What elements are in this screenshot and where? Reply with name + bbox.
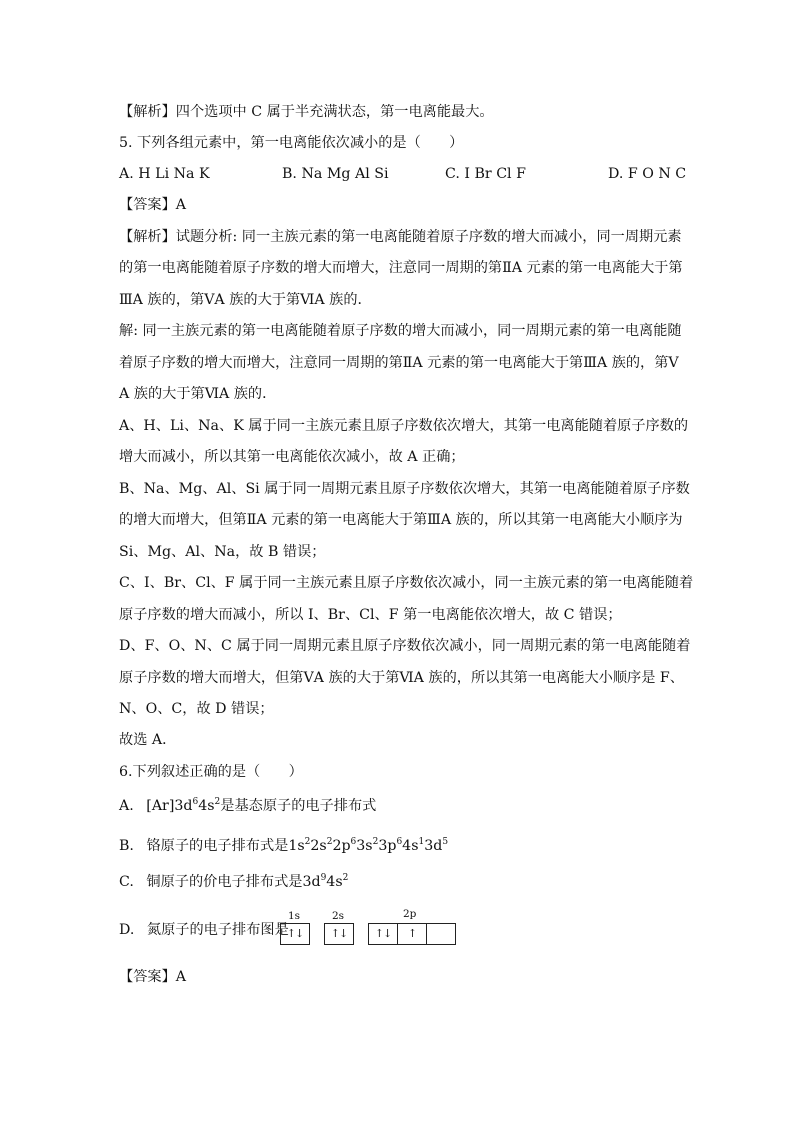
q6-a-exp-4s: 2 (214, 797, 221, 807)
q6-b-orbital: 3p (378, 838, 397, 854)
q6-b-exponent: 6 (396, 837, 403, 847)
option-c: C. I Br Cl F (445, 166, 526, 182)
q6-a-label: A. (119, 798, 134, 814)
orbital-box-1s (280, 923, 310, 945)
orbital-box-2s (324, 923, 354, 945)
option-b: B. Na Mg Al Si (282, 166, 389, 182)
q6-option-a (119, 796, 376, 816)
q6-option-b (119, 836, 448, 856)
solution-c-line-2: 原子序数的增大而减小，所以 I、Br、Cl、F 第一电离能依次增大，故 C 错误； (119, 607, 622, 623)
solution-line-1: 解: 同一主族元素的第一电离能随着原子序数的增大而减小，同一周期元素的第一电离能随 (119, 323, 682, 339)
orbital-cell (325, 924, 353, 944)
solution-a-line-2: 增大而减小，所以其第一电离能依次减小，故 A 正确； (119, 449, 465, 465)
q6-d-label: D. (119, 922, 135, 938)
conclusion: 故选 A． (119, 732, 177, 748)
q6-b-exponent: 1 (418, 837, 425, 847)
q6-b-exponent: 5 (442, 837, 449, 847)
q6-b-orbital: 1s (288, 838, 305, 854)
q6-b-exponent: 2 (304, 837, 311, 847)
q6-a-orb-3d: 3d (174, 798, 193, 814)
orbital-cell (398, 924, 427, 944)
q6-c-label: C. (119, 874, 134, 890)
orbital-arrows-2p-2: ↑ (407, 927, 417, 940)
solution-d-line-3: N、O、C，故 D 错误； (119, 701, 274, 717)
q6-a-config (146, 798, 220, 814)
orbital-arrows-2s: ↑↓ (330, 927, 348, 940)
orbital-cell (427, 924, 455, 944)
solution-a-line-1: A、H、Li、Na、K 属于同一主族元素且原子序数依次增大，其第一电离能随着原子序数的 (119, 418, 689, 434)
q6-option-c (119, 872, 348, 892)
q6-c-text: 铜原子的价电子排布式是 (146, 874, 303, 890)
q6-b-orbital: 4s (402, 838, 419, 854)
answer-q5: 【答案】A (119, 197, 186, 213)
q6-c-exp-4s: 2 (342, 873, 349, 883)
q6-b-orbital: 2p (332, 838, 351, 854)
q6-b-label: B. (119, 838, 134, 854)
orbital-arrows-1s: ↑↓ (286, 927, 304, 940)
solution-d-line-1: D、F、O、N、C 属于同一周期元素且原子序数依次减小，同一周期元素的第一电离能随着 (119, 638, 691, 654)
q6-a-text: 是基态原子的电子排布式 (220, 798, 377, 814)
q6-b-exponent: 2 (372, 837, 379, 847)
question-5-stem: 5. 下列各组元素中，第一电离能依次减小的是（ ） (119, 135, 464, 151)
solution-b-line-1: B、Na、Mg、Al、Si 属于同一周期元素且原子序数依次增大，其第一电离能随着原子序数 (119, 481, 690, 497)
orbital-box-2p (368, 923, 456, 945)
q6-b-text: 铬原子的电子排布式是 (146, 838, 289, 854)
analysis-q5-line-3: ⅢA 族的，第ⅤA 族的大于第ⅥA 族的． (119, 292, 372, 308)
q6-c-orb-3d: 3d (302, 874, 321, 890)
solution-d-line-2: 原子序数的增大而增大，但第ⅤA 族的大于第ⅥA 族的，所以其第一电离能大小顺序是 F、 (119, 670, 684, 686)
orbital-cell (369, 924, 398, 944)
option-d: D. F O N C (608, 166, 687, 182)
solution-c-line-1: C、I、Br、Cl、F 属于同一主族元素且原子序数依次减小，同一主族元素的第一电离能随着 (119, 575, 694, 591)
question-5-options (119, 164, 687, 184)
q6-option-d (119, 920, 289, 940)
orbital-label-2s: 2s (332, 910, 345, 922)
q6-a-orb-4s: 4s (198, 798, 215, 814)
q6-a-exp-3d: 6 (192, 797, 199, 807)
orbital-cell (281, 924, 309, 944)
orbital-label-1s: 1s (288, 910, 301, 922)
orbital-label-2p: 2p (403, 908, 417, 920)
solution-line-2: 着原子序数的增大而增大，注意同一周期的第ⅡA 元素的第一电离能大于第ⅢA 族的，第Ⅴ (119, 355, 679, 371)
q6-c-orb-4s: 4s (326, 874, 343, 890)
q6-d-text: 氮原子的电子排布图是 (146, 922, 289, 938)
solution-b-line-2: 的增大而增大，但第ⅡA 元素的第一电离能大于第ⅢA 族的，所以其第一电离能大小顺序为 (119, 512, 683, 528)
solution-b-line-3: Si、Mg、Al、Na，故 B 错误； (119, 544, 326, 560)
q6-b-exponent: 6 (350, 837, 357, 847)
q6-b-exponent: 2 (326, 837, 333, 847)
q6-b-config (288, 838, 448, 854)
q6-c-config (302, 874, 348, 890)
q6-b-orbital: 3s (356, 838, 373, 854)
analysis-q4: 【解析】四个选项中 C 属于半充满状态，第一电离能最大。 (119, 104, 494, 120)
q6-a-core: [Ar] (146, 798, 175, 814)
option-a: A. H Li Na K (119, 166, 210, 182)
solution-line-3: A 族的大于第ⅥA 族的． (119, 386, 277, 402)
answer-q6: 【答案】A (119, 969, 186, 985)
q6-b-orbital: 2s (310, 838, 327, 854)
analysis-q5-line-2: 的第一电离能随着原子序数的增大而增大，注意同一周期的第ⅡA 元素的第一电离能大于第 (119, 260, 683, 276)
orbital-arrows-2p-1: ↑↓ (374, 927, 392, 940)
q6-c-exp-3d: 9 (320, 873, 327, 883)
analysis-q5-line-1: 【解析】试题分析: 同一主族元素的第一电离能随着原子序数的增大而减小，同一周期元素 (119, 229, 682, 245)
q6-b-orbital: 3d (424, 838, 443, 854)
question-6-stem: 6.下列叙述正确的是（ ） (119, 764, 303, 780)
